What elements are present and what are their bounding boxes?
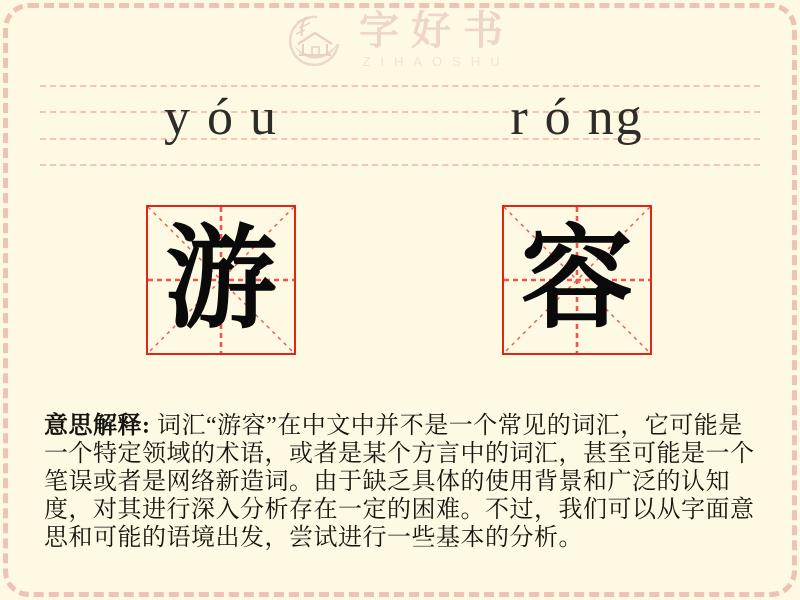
site-name: 字好书: [359, 8, 515, 53]
meaning-section: [44, 412, 760, 552]
hanzi-rong: 容: [521, 218, 633, 342]
pavilion-bamboo-emblem-icon: [285, 8, 345, 70]
pinyin-guide-line: [40, 85, 760, 87]
hanzi-grid-box-rong: [502, 205, 652, 355]
meaning-line: 思和可能的语境出发，尝试进行一些基本的分析。: [44, 525, 583, 551]
site-logo[interactable]: [0, 8, 800, 70]
pinyin-rong: r ó ng: [510, 89, 644, 146]
hanzi-grid-box-you: [146, 205, 296, 355]
pinyin-you: y ó u: [164, 89, 278, 146]
meaning-label: 意思解释:: [44, 413, 151, 439]
meaning-line: [44, 412, 760, 440]
hanzi-you: 游: [165, 218, 277, 342]
meaning-line: 笔误或者是网络新造词。由于缺乏具体的使用背景和广泛的认知: [44, 469, 730, 495]
pinyin-guide-line: [40, 164, 760, 166]
meaning-line: 一个特定领域的术语，或者是某个方言中的词汇，甚至可能是一个: [44, 441, 755, 467]
meaning-line: 度，对其进行深入分析存在一定的困难。不过，我们可以从字面意: [44, 497, 755, 523]
site-name-latin: ZIHAOSHU: [362, 54, 510, 69]
meaning-line-text: 词汇“游容”在中文中并不是一个常见的词汇，它可能是: [150, 413, 743, 439]
